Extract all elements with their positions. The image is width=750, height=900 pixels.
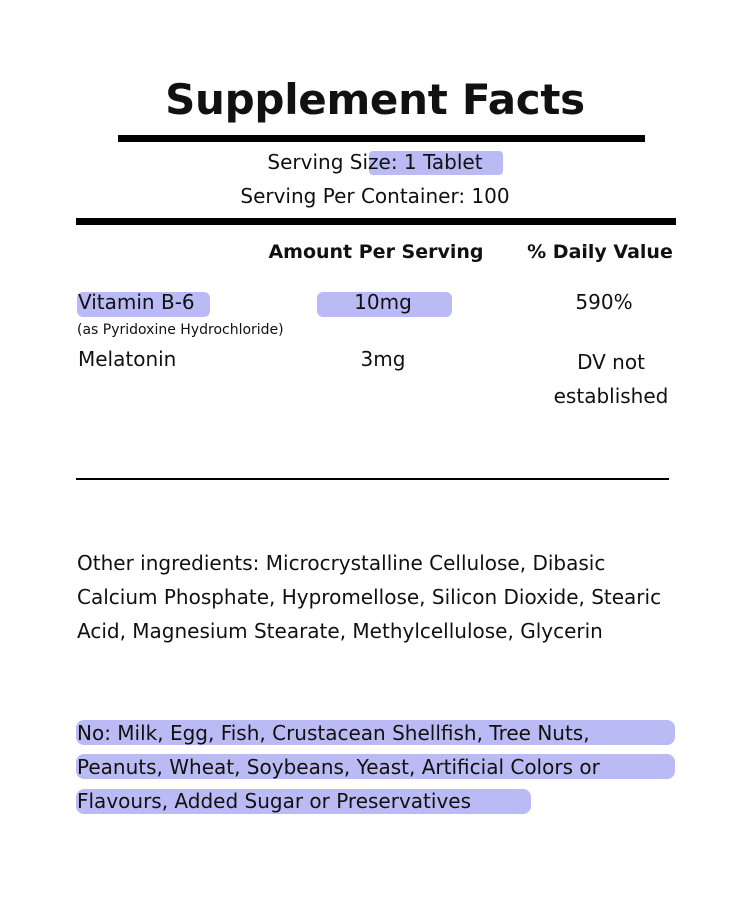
column-header-amount: Amount Per Serving [268,241,484,263]
title-divider [118,135,645,142]
allergen-statement: No: Milk, Egg, Fish, Crustacean Shellfish, Tree Nuts, Peanuts, Wheat, Soybeans, Yeast, Artificial Colors or Flavours, Added Sugar or Preservatives [77,721,600,813]
ingredient-dv-melatonin: DV not established [553,350,669,408]
ingredient-amount-melatonin: 3mg [360,347,406,371]
label-title: Supplement Facts [165,75,585,124]
ingredient-source-vitamin-b6: (as Pyridoxine Hydrochloride) [77,322,284,338]
table-bottom-divider [76,478,669,480]
ingredient-name-melatonin: Melatonin [78,347,177,371]
ingredient-name-vitamin-b6: Vitamin B-6 [78,290,195,314]
serving-size: Serving Size: 1 Tablet [267,150,483,174]
ingredient-amount-vitamin-b6: 10mg [354,290,412,314]
ingredient-dv-vitamin-b6: 590% [575,290,633,314]
servings-per-container: Serving Per Container: 100 [240,184,510,208]
header-divider [76,218,676,225]
other-ingredients: Other ingredients: Microcrystalline Cellulose, Dibasic Calcium Phosphate, Hypromellose, Silicon Dioxide, Stearic Acid, Magnesium Stearate, Methylcellulose, Glycerin [77,551,662,643]
column-header-daily-value: % Daily Value [527,241,673,263]
